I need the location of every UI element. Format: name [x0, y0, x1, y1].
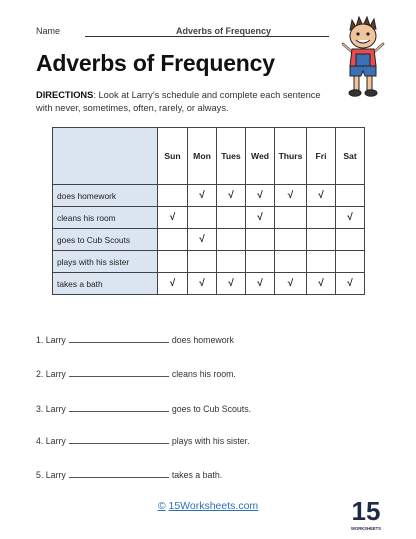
page-title: Adverbs of Frequency	[36, 50, 275, 76]
day-header: Wed	[246, 128, 275, 185]
check-cell: √	[158, 273, 188, 295]
table-header-row	[53, 128, 365, 185]
sentence-prefix: 3. Larry	[36, 404, 66, 414]
table-row	[53, 251, 365, 273]
check-cell: √	[188, 185, 217, 207]
answer-blank[interactable]	[69, 468, 169, 478]
answer-blank[interactable]	[69, 333, 169, 343]
sentence-4	[36, 434, 250, 446]
check-cell: √	[217, 273, 246, 295]
check-cell: √	[246, 185, 275, 207]
sentence-prefix: 2. Larry	[36, 369, 66, 379]
check-cell: √	[307, 185, 336, 207]
activity-cell: does homework	[53, 185, 158, 207]
day-header: Fri	[307, 128, 336, 185]
activity-cell: takes a bath	[53, 273, 158, 295]
check-cell: √	[336, 273, 365, 295]
check-cell	[307, 229, 336, 251]
check-cell	[188, 251, 217, 273]
directions-text: : Look at Larry’s schedule and complete each sentence with never, sometimes, often, rarely, or always.	[36, 90, 321, 113]
sentence-suffix: goes to Cub Scouts.	[171, 404, 252, 414]
logo-word: WORKSHEETS	[351, 526, 381, 531]
name-input-line[interactable]	[85, 36, 329, 37]
table-row	[53, 185, 365, 207]
day-header: Sun	[158, 128, 188, 185]
check-cell	[158, 229, 188, 251]
day-header: Tues	[217, 128, 246, 185]
worksheets-logo	[351, 494, 381, 534]
check-cell: √	[336, 207, 365, 229]
check-cell: √	[217, 185, 246, 207]
check-cell	[217, 251, 246, 273]
check-cell	[246, 251, 275, 273]
directions	[36, 89, 336, 114]
name-row	[36, 26, 272, 36]
check-cell: √	[307, 273, 336, 295]
answer-blank[interactable]	[69, 402, 169, 412]
day-header: Sat	[336, 128, 365, 185]
name-label: Name	[36, 26, 61, 36]
check-cell	[307, 251, 336, 273]
answer-blank[interactable]	[69, 367, 169, 377]
check-cell	[307, 207, 336, 229]
answer-blank[interactable]	[69, 434, 169, 444]
check-cell: √	[246, 207, 275, 229]
check-cell: √	[275, 273, 307, 295]
sentence-prefix: 1. Larry	[36, 335, 66, 345]
day-header: Thurs	[275, 128, 307, 185]
table-row	[53, 229, 365, 251]
check-cell	[158, 185, 188, 207]
check-cell: √	[246, 273, 275, 295]
table-corner-cell	[53, 128, 158, 185]
check-cell	[246, 229, 275, 251]
sentence-suffix: does homework	[171, 335, 234, 345]
sentence-5	[36, 468, 222, 480]
table-row	[53, 207, 365, 229]
check-cell	[336, 251, 365, 273]
sentence-suffix: cleans his room.	[171, 369, 236, 379]
check-cell: √	[188, 273, 217, 295]
activity-cell: goes to Cub Scouts	[53, 229, 158, 251]
sentence-suffix: takes a bath.	[171, 470, 223, 480]
check-cell	[336, 229, 365, 251]
check-cell	[217, 229, 246, 251]
check-cell: √	[158, 207, 188, 229]
boy-illustration	[338, 14, 388, 100]
sentence-prefix: 4. Larry	[36, 436, 66, 446]
table-row	[53, 273, 365, 295]
directions-label: DIRECTIONS	[36, 90, 94, 100]
logo-number: 15	[351, 496, 381, 526]
check-cell	[158, 251, 188, 273]
check-cell: √	[188, 229, 217, 251]
sentence-suffix: plays with his sister.	[171, 436, 250, 446]
check-cell	[275, 207, 307, 229]
check-cell	[275, 229, 307, 251]
activity-cell: cleans his room	[53, 207, 158, 229]
day-header: Mon	[188, 128, 217, 185]
check-cell	[336, 185, 365, 207]
worksheet-title-small: Adverbs of Frequency	[176, 26, 272, 36]
sentence-2	[36, 367, 236, 379]
schedule-table	[52, 127, 365, 295]
sentence-1	[36, 333, 234, 345]
activity-cell: plays with his sister	[53, 251, 158, 273]
check-cell	[275, 251, 307, 273]
footer-site-link[interactable]: 15Worksheets.com	[168, 500, 259, 512]
copyright-symbol: ©	[157, 500, 166, 512]
check-cell: √	[275, 185, 307, 207]
sentence-3	[36, 402, 251, 414]
check-cell	[217, 207, 246, 229]
check-cell	[188, 207, 217, 229]
sentence-prefix: 5. Larry	[36, 470, 66, 480]
